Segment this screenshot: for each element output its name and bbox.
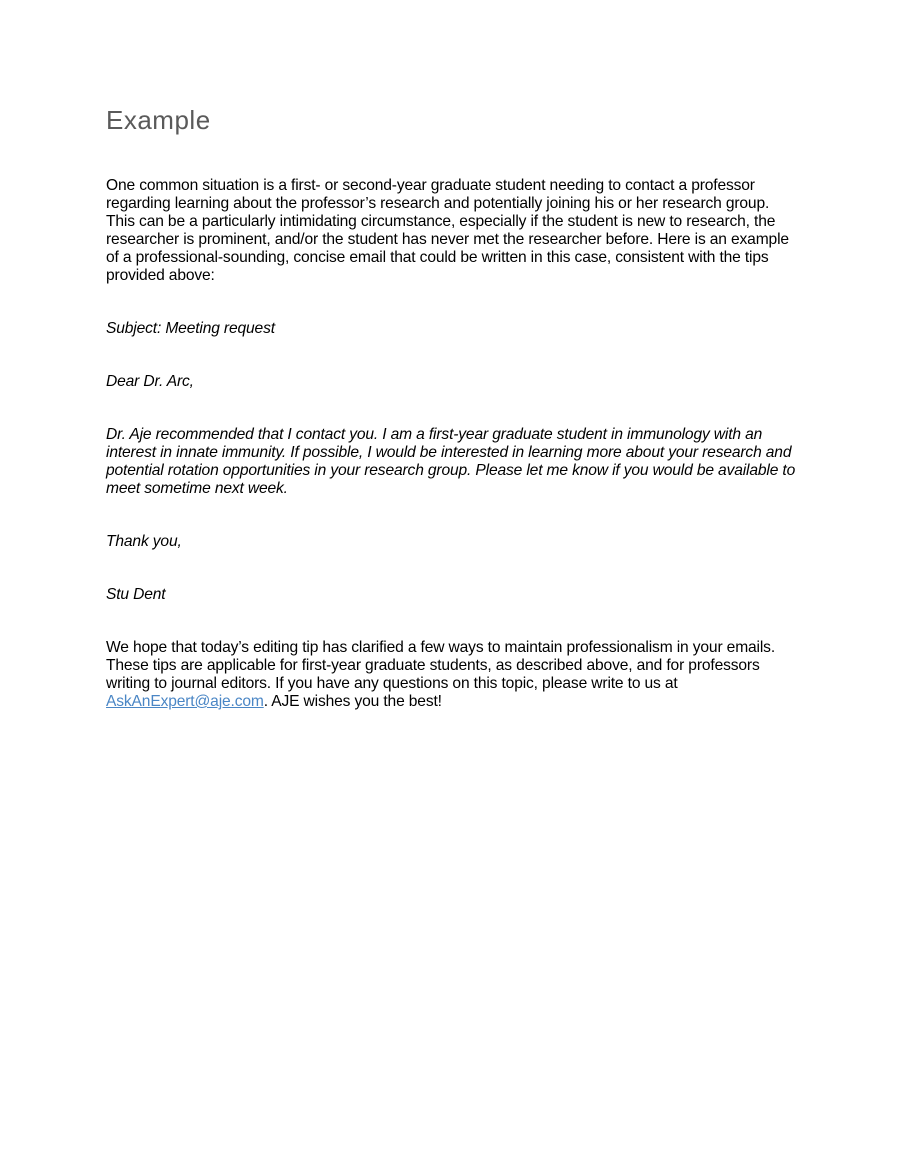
contact-email-link[interactable]: AskAnExpert@aje.com: [106, 693, 264, 710]
page-title: Example: [106, 105, 211, 135]
closing-text: We hope that today’s editing tip has clarified a few ways to maintain professionalism in your emails. These tips are applicable for first-year graduate students, as described above, and for professors writing to journal editors. If you have any questions on this topic, please write to us at: [106, 639, 776, 692]
closing-text-end: . AJE wishes you the best!: [263, 693, 442, 710]
intro-paragraph: One common situation is a first- or second-year graduate student needing to contact a professor regarding learning about the professor’s research and potentially joining his or her research group. This can be a particularly intimidating circumstance, especially if the student is new to research, the researcher is prominent, and/or the student has never met the researcher before. Here is an example of a professional-sounding, concise email that could be written in this case, consistent with the tips provided above:: [106, 177, 789, 284]
closing-paragraph: [106, 639, 796, 711]
email-salutation: Dear Dr. Arc,: [106, 373, 194, 390]
email-signature: Stu Dent: [106, 586, 166, 603]
email-closing-thanks: Thank you,: [106, 533, 182, 550]
email-body: Dr. Aje recommended that I contact you. I am a first-year graduate student in immunology with an interest in innate immunity. If possible, I would be interested in learning more about your research and potential rotation opportunities in your research group. Please let me know if you would be available to meet sometime next week.: [106, 426, 796, 497]
document-content: [106, 104, 796, 711]
email-subject: Subject: Meeting request: [106, 320, 275, 337]
